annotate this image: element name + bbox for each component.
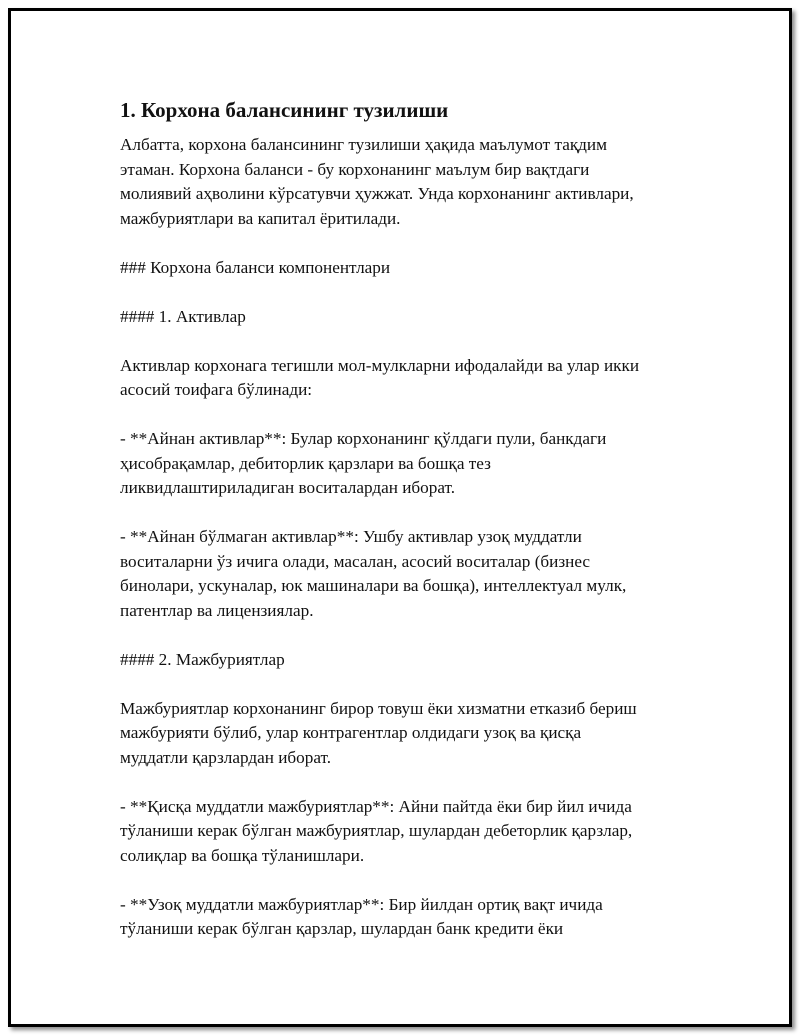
heading-liabilities: [120, 648, 700, 673]
list-item-noncurrent-assets: [120, 525, 700, 623]
text-line: солиқлар ва бошқа тўланишлари.: [120, 845, 365, 865]
text-line: #### 1. Активлар: [120, 306, 246, 326]
text-line: мажбуриятлари ва капитал ёритилади.: [120, 208, 401, 228]
heading-components: [120, 256, 700, 281]
text-line: тўланиши керак бўлган қарзлар, шулардан банк кредити ёки: [120, 919, 564, 938]
text-line: ҳисобрақамлар, дебиторлик қарзлари ва бошқа тез: [120, 453, 491, 473]
paragraph-assets: [120, 354, 700, 403]
text-line: Активлар корхонага тегишли мол-мулкларни ифодалайди ва улар икки: [120, 355, 640, 375]
text-line: асосий тоифага бўлинади:: [120, 380, 313, 399]
text-line: мажбурияти бўлиб, улар контрагентлар олдидаги узоқ ва қисқа: [120, 723, 582, 742]
paragraph-liabilities: [120, 697, 700, 771]
document-content: [120, 97, 700, 966]
text-line: Мажбуриятлар корхонанинг бирор товуш ёки хизматни етказиб бериш: [120, 698, 637, 718]
text-line: муддатли қарзлардан иборат.: [120, 747, 332, 767]
text-line: - **Айнан активлар**: Булар корхонанинг қўлдаги пули, банкдаги: [120, 429, 607, 448]
text-line: бинолари, ускуналар, юк машиналари ва бошқа), интеллектуал мулк,: [120, 576, 627, 595]
text-line: ### Корхона баланси компонентлари: [120, 257, 391, 277]
list-item-long-term-liabilities: [120, 893, 700, 942]
text-line: тўланиши керак бўлган мажбуриятлар, шулардан дебеторлик қарзлар,: [120, 821, 633, 840]
paragraph-intro: [120, 133, 700, 231]
document-page: [8, 8, 792, 1027]
text-line: #### 2. Мажбуриятлар: [120, 649, 285, 669]
text-line: - **Айнан бўлмаган активлар**: Ушбу активлар узоқ муддатли: [120, 527, 582, 546]
text-line: этаман. Корхона баланси - бу корхонанинг маълум бир вақтдаги: [120, 159, 590, 179]
document-title: 1. Корхона балансининг тузилиши: [120, 98, 449, 122]
text-line: молиявий аҳволини кўрсатувчи ҳужжат. Унда корхонанинг активлари,: [120, 184, 634, 203]
text-line: патентлар ва лицензиялар.: [120, 600, 314, 620]
heading-assets: [120, 305, 700, 330]
text-line: воситаларни ўз ичига олади, масалан, асосий воситалар (бизнес: [120, 551, 591, 571]
list-item-short-term-liabilities: [120, 795, 700, 869]
list-item-current-assets: [120, 427, 700, 501]
text-line: - **Қисқа муддатли мажбуриятлар**: Айни пайтда ёки бир йил ичида: [120, 796, 632, 816]
text-line: ликвидлаштириладиган воситалардан иборат.: [120, 478, 456, 497]
text-line: Албатта, корхона балансининг тузилиши ҳақида маълумот тақдим: [120, 135, 607, 154]
text-line: - **Узоқ муддатли мажбуриятлар**: Бир йилдан ортиқ вақт ичида: [120, 894, 603, 914]
